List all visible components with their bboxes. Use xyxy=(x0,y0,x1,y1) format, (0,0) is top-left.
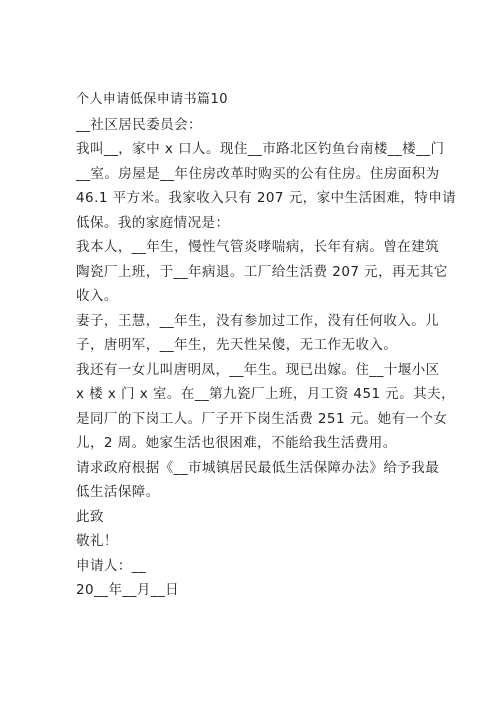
body-line: 陶瓷厂上班，于__年病退。工厂给生活费 207 元，再无其它 xyxy=(76,263,448,280)
body-line: x 楼 x 门 x 室。在__第九瓷厂上班，月工资 451 元。其夫， xyxy=(76,386,456,402)
document-title: 个人申请低保申请书篇10 xyxy=(76,92,228,107)
body-line: 我本人，__年生，慢性气管炎哮喘病，长年有病。曾在建筑 xyxy=(76,239,440,255)
body-line: 我叫__，家中 x 口人。现住__市路北区钓鱼台南楼__楼__门 xyxy=(76,141,445,157)
closing-line: 此致 xyxy=(76,508,104,525)
body-line: 子，唐明军，__年生，先天性呆傻，无工作无收入。 xyxy=(76,337,398,353)
body-line: 请求政府根据《__市城镇居民最低生活保障办法》给予我最 xyxy=(76,459,440,476)
body-line: 低生活保障。 xyxy=(76,484,160,500)
body-line: 收入。 xyxy=(76,288,118,304)
body-line: 是同厂的下岗工人。厂子开下岗生活费 251 元。她有一个女 xyxy=(76,410,448,427)
salutation-line: __社区居民委员会： xyxy=(76,116,202,133)
date-line: 20__年__月__日 xyxy=(76,582,180,598)
body-line: 妻子，王慧，__年生，没有参加过工作，没有任何收入。儿 xyxy=(76,312,440,329)
document-body xyxy=(76,88,457,603)
closing-line: 敬礼！ xyxy=(76,533,118,549)
body-line: __室。房屋是__年住房改革时购买的公有住房。住房面积为 xyxy=(76,165,440,182)
body-line: 46.1 平方米。我家收入只有 207 元，家中生活困难，特申请 xyxy=(76,190,457,206)
body-line: 低保。我的家庭情况是： xyxy=(76,214,230,231)
body-line: 我还有一女儿叫唐明凤，__年生。现已出嫁。住__十堰小区 xyxy=(76,361,440,378)
applicant-line: 申请人：__ xyxy=(76,557,147,574)
body-line: 儿，2 周。她家生活也很困难，不能给我生活费用。 xyxy=(76,435,397,451)
